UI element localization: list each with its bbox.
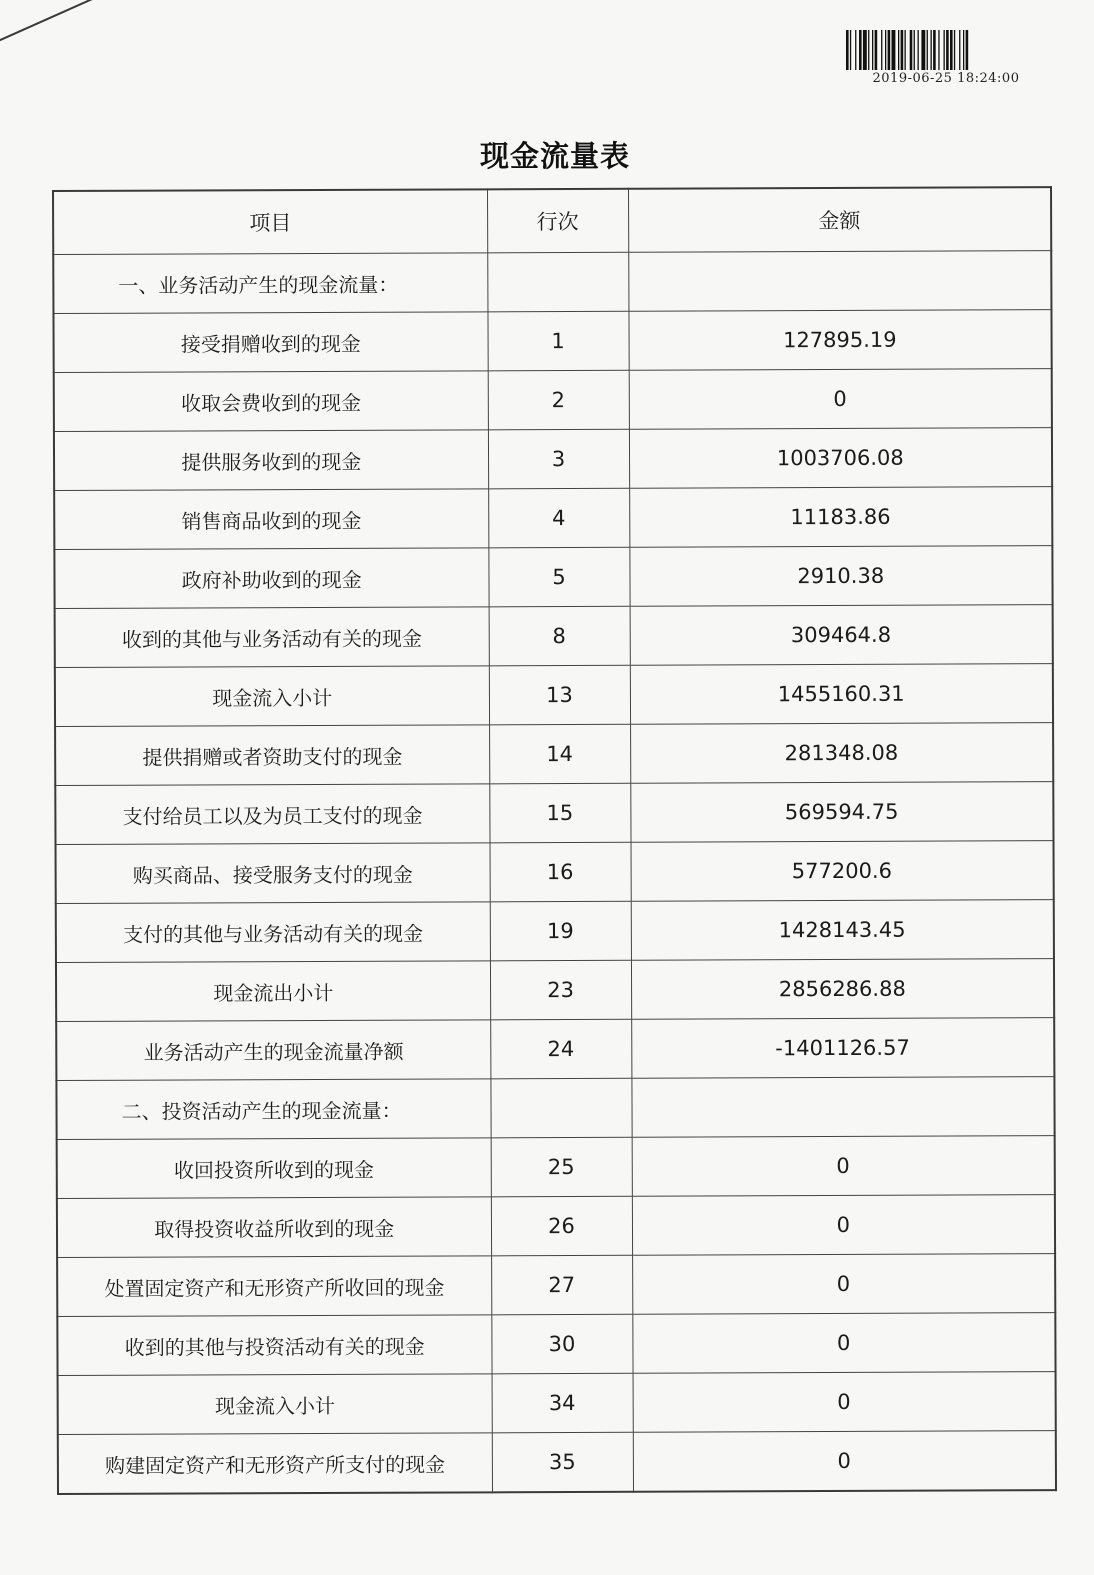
cash-flow-table [52, 186, 1057, 1495]
row-line-number: 5 [488, 547, 629, 607]
header-amount: 金额 [628, 187, 1051, 252]
row-amount: 2910.38 [629, 546, 1052, 607]
row-item: 收到的其他与投资活动有关的现金 [57, 1315, 491, 1376]
table-row [58, 1431, 1056, 1494]
header-item: 项目 [53, 189, 487, 254]
row-line-number: 30 [491, 1314, 632, 1374]
header-line-number: 行次 [487, 189, 628, 253]
table-row [55, 782, 1053, 845]
table-row [56, 1018, 1054, 1081]
row-item: 支付给员工以及为员工支付的现金 [55, 784, 489, 845]
row-item: 现金流出小计 [56, 961, 490, 1022]
row-line-number: 19 [490, 901, 631, 961]
table-row [57, 1195, 1055, 1258]
table-row [54, 487, 1052, 550]
row-line-number: 14 [489, 724, 630, 784]
row-item: 提供捐赠或者资助支付的现金 [55, 725, 489, 786]
row-amount: 0 [632, 1136, 1055, 1197]
table-row [57, 1136, 1055, 1199]
row-item: 政府补助收到的现金 [54, 548, 488, 609]
table-header-row [53, 187, 1051, 254]
row-item: 现金流入小计 [55, 666, 489, 727]
row-line-number: 13 [489, 665, 630, 725]
row-item: 收取会费收到的现金 [54, 371, 488, 432]
row-line-number [490, 1078, 631, 1138]
row-line-number: 25 [491, 1137, 632, 1197]
row-line-number: 8 [489, 606, 630, 666]
table-row [55, 664, 1053, 727]
row-line-number: 35 [492, 1432, 633, 1492]
row-item: 购建固定资产和无形资产所支付的现金 [58, 1433, 492, 1494]
row-amount [628, 251, 1051, 312]
table-row [58, 1372, 1056, 1435]
row-line-number: 1 [487, 311, 628, 371]
row-line-number: 34 [492, 1373, 633, 1433]
table-row [57, 1254, 1055, 1317]
table-row [54, 428, 1052, 491]
table-row [55, 605, 1053, 668]
section-label: 二、投资活动产生的现金流量： [56, 1079, 490, 1140]
row-amount: 569594.75 [630, 782, 1053, 843]
row-item: 取得投资收益所收到的现金 [57, 1197, 491, 1258]
row-item: 处置固定资产和无形资产所收回的现金 [57, 1256, 491, 1317]
section-row [53, 251, 1051, 314]
row-amount: 11183.86 [629, 487, 1052, 548]
barcode-icon [846, 30, 1046, 70]
row-amount: 309464.8 [630, 605, 1053, 666]
row-line-number: 4 [488, 488, 629, 548]
document-title: 现金流量表 [479, 139, 630, 173]
row-line-number: 3 [488, 429, 629, 489]
table-row [57, 1313, 1055, 1376]
table-row [54, 546, 1052, 609]
row-amount: 0 [632, 1195, 1055, 1256]
row-item: 接受捐赠收到的现金 [53, 312, 487, 373]
row-line-number: 2 [488, 370, 629, 430]
row-amount: 0 [629, 369, 1052, 430]
row-line-number: 26 [491, 1196, 632, 1256]
row-item: 现金流入小计 [58, 1374, 492, 1435]
row-amount [631, 1077, 1054, 1138]
row-amount: 0 [633, 1431, 1056, 1492]
table-row [54, 369, 1052, 432]
row-line-number [487, 252, 628, 312]
row-amount: -1401126.57 [631, 1018, 1054, 1079]
row-amount: 1428143.45 [631, 900, 1054, 961]
section-row [56, 1077, 1054, 1140]
row-line-number: 15 [489, 783, 630, 843]
row-item: 提供服务收到的现金 [54, 430, 488, 491]
row-amount: 0 [632, 1313, 1055, 1374]
row-amount: 127895.19 [628, 310, 1051, 371]
row-item: 购买商品、接受服务支付的现金 [56, 843, 490, 904]
section-label: 一、业务活动产生的现金流量： [53, 253, 487, 314]
barcode-timestamp: 2019-06-25 18:24:00 [872, 71, 1020, 86]
row-amount: 577200.6 [631, 841, 1054, 902]
paper-fold-line [0, 0, 163, 50]
row-line-number: 23 [490, 960, 631, 1020]
table-row [53, 310, 1051, 373]
row-amount: 281348.08 [630, 723, 1053, 784]
row-item: 收到的其他与业务活动有关的现金 [55, 607, 489, 668]
row-line-number: 27 [491, 1255, 632, 1315]
table-row [56, 900, 1054, 963]
row-item: 收回投资所收到的现金 [57, 1138, 491, 1199]
row-line-number: 24 [490, 1019, 631, 1079]
table-row [56, 841, 1054, 904]
row-item: 支付的其他与业务活动有关的现金 [56, 902, 490, 963]
row-amount: 0 [632, 1254, 1055, 1315]
barcode-stamp [846, 30, 1046, 86]
row-item: 业务活动产生的现金流量净额 [56, 1020, 490, 1081]
row-amount: 1455160.31 [630, 664, 1053, 725]
row-amount: 0 [633, 1372, 1056, 1433]
row-amount: 2856286.88 [631, 959, 1054, 1020]
row-amount: 1003706.08 [629, 428, 1052, 489]
table-row [56, 959, 1054, 1022]
row-line-number: 16 [490, 842, 631, 902]
row-item: 销售商品收到的现金 [54, 489, 488, 550]
table-row [55, 723, 1053, 786]
